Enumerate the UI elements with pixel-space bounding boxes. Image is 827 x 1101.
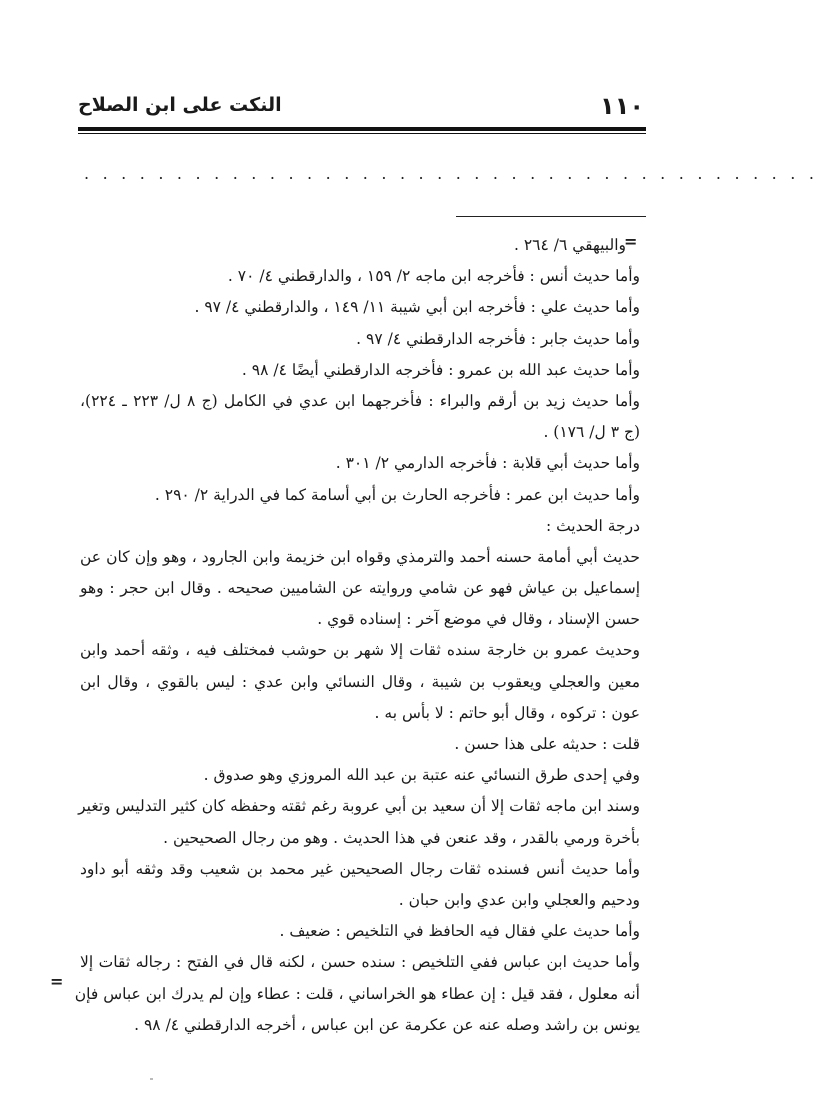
continuation-mark-bottom: = (50, 972, 64, 991)
text-line: وأما حديث عبد الله بن عمرو : فأخرجه الدارقطني أيضًا ٤/ ٩٨ . (241, 360, 640, 379)
text-line: وفي إحدى طرق النسائي عنه عتبة بن عبد الله المروزي وهو صدوق . (203, 766, 640, 785)
text-line: معين والعجلي ويعقوب بن شيبة ، وقال النسائي وابن عدي : ليس بالقوي ، وقال ابن (80, 672, 640, 691)
text-line: وأما حديث جابر : فأخرجه الدارقطني ٤/ ٩٧ . (356, 329, 640, 348)
text-line: قلت : حديثه على هذا حسن . (454, 735, 640, 753)
text-line: عون : تركوه ، وقال أبو حاتم : لا بأس به . (374, 703, 640, 722)
text-line: وأما حديث ابن عمر : فأخرجه الحارث بن أبي أسامة كما في الدراية ٢/ ٢٩٠ . (154, 485, 640, 504)
page-header (78, 92, 644, 126)
header-rule-thin (78, 133, 646, 134)
text-line: (ج ٣ ل/ ١٧٦) . (543, 423, 640, 442)
text-line: والبيهقي ٦/ ٢٦٤ . (513, 236, 626, 254)
running-title: النكت على ابن الصلاح (78, 94, 282, 116)
text-line: وأما حديث أنس : فأخرجه ابن ماجه ٢/ ١٥٩ ، والدارقطني ٤/ ٧٠ . (227, 267, 640, 286)
text-line: وأما حديث زيد بن أرقم والبراء : فأخرجهما ابن عدي في الكامل (ج ٨ ل/ ٢٢٣ ـ ٢٢٤)، (80, 391, 640, 410)
text-line: يونس بن راشد وصله عنه عن عكرمة عن ابن عباس ، أخرجه الدارقطني ٤/ ٩٨ . (134, 1015, 640, 1034)
text-line: وأما حديث ابن عباس ففي التلخيص : سنده حسن ، لكنه قال في الفتح : رجاله ثقات إلا (80, 953, 640, 972)
scan-speck (150, 1078, 153, 1080)
text-line: وأما حديث علي فقال فيه الحافظ في التلخيص : ضعيف . (279, 922, 640, 941)
text-line: وحديث عمرو بن خارجة سنده ثقات إلا شهر بن حوشب فمختلف فيه ، وثقه أحمد وابن (80, 641, 640, 660)
continuation-mark-top: = (624, 232, 638, 251)
text-line: بأخرة ورمي بالقدر ، وقد عنعن في هذا الحديث . وهو من رجال الصحيحين . (163, 828, 640, 847)
footnote-rule (456, 216, 646, 217)
header-rule-thick (78, 127, 646, 131)
text-line: حسن الإسناد ، وقال في موضع آخر : إسناده قوي . (317, 610, 640, 629)
page-number: ١١٠ (600, 92, 644, 120)
text-line: وسند ابن ماجه ثقات إلا أن سعيد بن أبي عروبة رغم ثقته وحفظه كان كثير التدليس وتغير (78, 797, 640, 816)
dotted-separator: ........................................ (84, 164, 827, 183)
text-line: حديث أبي أمامة حسنه أحمد والترمذي وقواه ابن خزيمة وابن الجارود ، وهو وإن كان عن (80, 547, 640, 566)
section-heading: درجة الحديث : (545, 516, 640, 535)
text-line: أنه معلول ، فقد قيل : إن عطاء هو الخراساني ، قلت : عطاء وإن لم يدرك ابن عباس فإن (74, 984, 640, 1003)
text-line: وأما حديث أبي قلابة : فأخرجه الدارمي ٢/ ٣٠١ . (335, 454, 640, 473)
text-line: إسماعيل بن عياش فهو عن شامي وروايته عن الشاميين صحيحه . وقال ابن حجر : وهو (80, 579, 640, 598)
footnote-body (74, 230, 640, 1041)
text-line: ودحيم والعجلي وابن عدي وابن حبان . (398, 890, 640, 909)
text-line: وأما حديث أنس فسنده ثقات رجال الصحيحين غير محمد بن شعيب وقد وثقه أبو داود (80, 859, 640, 878)
text-line: وأما حديث علي : فأخرجه ابن أبي شيبة ١١/ ١٤٩ ، والدارقطني ٤/ ٩٧ . (194, 298, 640, 317)
